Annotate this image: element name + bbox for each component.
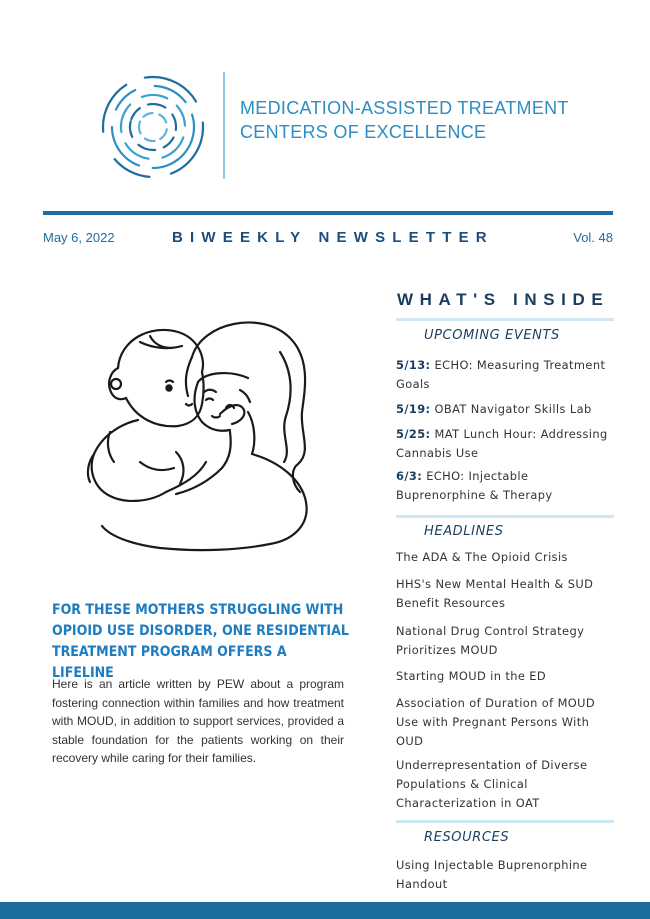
logo-icon [98, 72, 208, 182]
logo-divider [223, 72, 225, 179]
event-date: 5/25: [396, 427, 431, 441]
event-item[interactable] [396, 425, 614, 463]
section-bar [396, 515, 614, 518]
resource-item[interactable]: Using Injectable Buprenorphine Handout [396, 858, 588, 891]
event-title: MAT Lunch Hour: Addressing Cannabis Use [396, 427, 608, 460]
mother-child-illustration [80, 312, 338, 560]
event-date: 6/3: [396, 469, 423, 483]
headlines-label: HEADLINES [424, 524, 504, 539]
header-rule [43, 211, 613, 215]
whats-inside-title: WHAT'S INSIDE [397, 290, 610, 309]
feature-body: Here is an article written by PEW about a program fostering connection within families and how treatment with MOUD, in addition to support services, provided a stable foundation for the patients working on their recovery while caring for their families. [52, 677, 344, 766]
event-title: ECHO: Injectable Buprenorphine & Therapy [396, 469, 553, 502]
event-item[interactable] [396, 356, 614, 394]
headline-item[interactable]: HHS's New Mental Health & SUD Benefit Resources [396, 577, 594, 610]
headline-item[interactable]: The ADA & The Opioid Crisis [396, 550, 568, 564]
footer-bar [0, 902, 650, 919]
volume-number: Vol. 48 [573, 230, 613, 245]
headline-item[interactable]: Starting MOUD in the ED [396, 669, 547, 683]
headline-item[interactable]: National Drug Control Strategy Prioritizes MOUD [396, 624, 585, 657]
feature-headline[interactable]: FOR THESE MOTHERS STRUGGLING WITH OPIOID USE DISORDER, ONE RESIDENTIAL TREATMENT PROGRAM OFFERS A LIFELINE [52, 602, 349, 681]
event-item[interactable] [396, 467, 614, 505]
event-title: OBAT Navigator Skills Lab [434, 402, 592, 416]
upcoming-events-label: UPCOMING EVENTS [424, 328, 560, 343]
event-date: 5/19: [396, 402, 431, 416]
org-name-line1: MEDICATION-ASSISTED TREATMENT [240, 98, 569, 118]
resources-label: RESOURCES [424, 830, 510, 845]
section-bar [396, 820, 614, 823]
org-name [240, 96, 569, 144]
event-title: ECHO: Measuring Treatment Goals [396, 358, 606, 391]
headline-item[interactable]: Association of Duration of MOUD Use with Pregnant Persons With OUD [396, 696, 596, 748]
headline-item[interactable]: Underrepresentation of Diverse Populations & Clinical Characterization in OAT [396, 758, 588, 810]
newsletter-title: BIWEEKLY NEWSLETTER [172, 229, 494, 246]
section-bar [396, 318, 614, 321]
org-name-line2: CENTERS OF EXCELLENCE [240, 122, 487, 142]
issue-date: May 6, 2022 [43, 230, 115, 245]
event-item[interactable] [396, 400, 614, 419]
event-date: 5/13: [396, 358, 431, 372]
